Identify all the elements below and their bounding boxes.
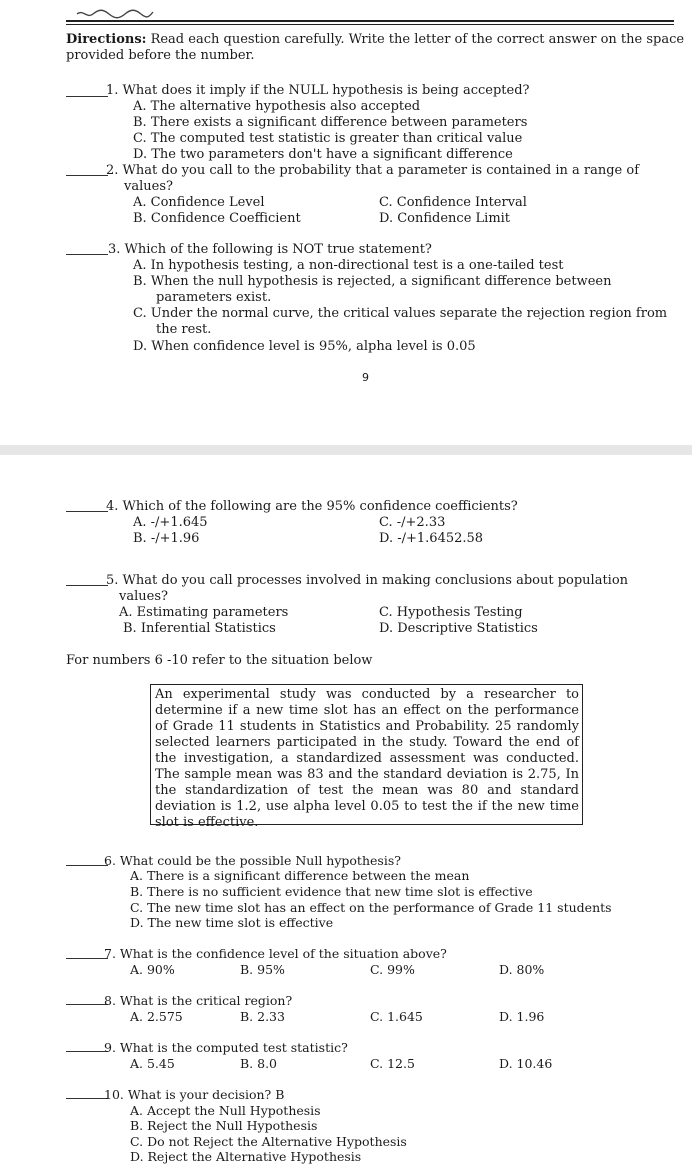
q10-option-d: D. Reject the Alternative Hypothesis [130,1149,362,1164]
q1-option-b: B. There exists a significant difference between parameters [133,115,528,130]
answer-blank-q4[interactable] [66,511,108,512]
question-2-stem-line-1: 2. What do you call to the probability that a parameter is contained in a range of [106,163,640,178]
header-rule-thick [66,20,674,22]
q5-option-a: A. Estimating parameters [119,605,289,620]
page-separator [0,445,692,455]
q9-option-b: B. 8.0 [240,1056,278,1071]
q8-option-c: C. 1.645 [370,1009,423,1024]
answer-blank-q1[interactable] [66,96,108,97]
q4-option-d: D. -/+1.6452.58 [379,531,484,546]
q6-option-b: B. There is no sufficient evidence that new time slot is effective [130,884,533,899]
question-10-stem: 10. What is your decision? B [104,1087,285,1102]
answer-blank-q5[interactable] [66,585,108,586]
q5-option-b: B. Inferential Statistics [123,621,276,636]
question-2-stem-line-2: values? [124,179,173,194]
q7-option-d: D. 80% [499,962,545,977]
worksheet-page-1 [0,0,692,445]
q2-option-b: B. Confidence Coefficient [133,211,301,226]
question-6-stem: 6. What could be the possible Null hypothesis? [104,853,401,868]
question-4-stem: 4. Which of the following are the 95% confidence coefficients? [106,499,518,514]
q7-option-b: B. 95% [240,962,285,977]
question-3-stem: 3. Which of the following is NOT true statement? [108,242,432,257]
q1-option-d: D. The two parameters don't have a significant difference [133,147,513,162]
question-8-stem: 8. What is the critical region? [104,993,293,1008]
answer-blank-q3[interactable] [66,254,108,255]
q9-option-d: D. 10.46 [499,1056,553,1071]
q3-option-c-line-2: the rest. [156,322,212,337]
q2-option-d: D. Confidence Limit [379,211,511,226]
question-5-stem-line-1: 5. What do you call processes involved in making conclusions about population [106,573,629,588]
q1-option-a: A. The alternative hypothesis also accepted [133,99,421,114]
q8-option-a: A. 2.575 [130,1009,183,1024]
q5-option-c: C. Hypothesis Testing [379,605,523,620]
q10-option-a: A. Accept the Null Hypothesis [130,1103,321,1118]
answer-blank-q8[interactable] [66,1004,108,1005]
worksheet-page-2 [0,455,692,1175]
page-number: 9 [362,371,369,384]
answer-blank-q10[interactable] [66,1098,108,1099]
decorative-flourish-icon [75,8,155,20]
q3-option-b-line-2: parameters exist. [156,290,272,305]
q8-option-d: D. 1.96 [499,1009,545,1024]
q4-option-a: A. -/+1.645 [133,515,208,530]
q9-option-c: C. 12.5 [370,1056,415,1071]
q3-option-b-line-1: B. When the null hypothesis is rejected, a significant difference between [133,274,612,289]
situation-box: An experimental study was conducted by a researcher to determine if a new time slot has an effect on the performance of Grade 11 students in Statistics and Probability. 25 randomly selected learners participated in the study. Toward the end of the investigation, a standardized assessment was conducted. The sample mean was 83 and the standard deviation is 2.75, In the standardization of test the mean was 80 and standard deviation is 1.2, use alpha level 0.05 to test the if the new time slot is effective. [150,684,583,825]
q7-option-c: C. 99% [370,962,415,977]
q1-option-c: C. The computed test statistic is greater than critical value [133,131,523,146]
question-5-stem-line-2: values? [119,589,168,604]
q5-option-d: D. Descriptive Statistics [379,621,538,636]
directions-line-1: Directions: Read each question carefully. Write the letter of the correct answer on the space [66,32,685,47]
q6-option-c: C. The new time slot has an effect on the performance of Grade 11 students [130,900,612,915]
directions-line-2: provided before the number. [66,48,255,63]
q7-option-a: A. 90% [130,962,175,977]
q6-option-d: D. The new time slot is effective [130,915,334,930]
q6-option-a: A. There is a significant difference between the mean [130,868,470,883]
answer-blank-q2[interactable] [66,175,108,176]
q3-option-d: D. When confidence level is 95%, alpha level is 0.05 [133,339,476,354]
q8-option-b: B. 2.33 [240,1009,285,1024]
q2-option-c: C. Confidence Interval [379,195,527,210]
q3-option-a: A. In hypothesis testing, a non-directional test is a one-tailed test [133,258,564,273]
answer-blank-q7[interactable] [66,958,108,959]
q2-option-a: A. Confidence Level [133,195,265,210]
q10-option-c: C. Do not Reject the Alternative Hypothesis [130,1134,407,1149]
answer-blank-q9[interactable] [66,1051,108,1052]
q4-option-b: B. -/+1.96 [133,531,200,546]
header-rule-thin [66,24,674,25]
q10-option-b: B. Reject the Null Hypothesis [130,1118,318,1133]
q9-option-a: A. 5.45 [130,1056,175,1071]
question-7-stem: 7. What is the confidence level of the situation above? [104,946,447,961]
q3-option-c-line-1: C. Under the normal curve, the critical values separate the rejection region from [133,306,668,321]
q4-option-c: C. -/+2.33 [379,515,446,530]
question-1-stem: 1. What does it imply if the NULL hypothesis is being accepted? [106,83,530,98]
situation-intro: For numbers 6 -10 refer to the situation below [66,653,373,668]
answer-blank-q6[interactable] [66,865,108,866]
question-9-stem: 9. What is the computed test statistic? [104,1040,348,1055]
